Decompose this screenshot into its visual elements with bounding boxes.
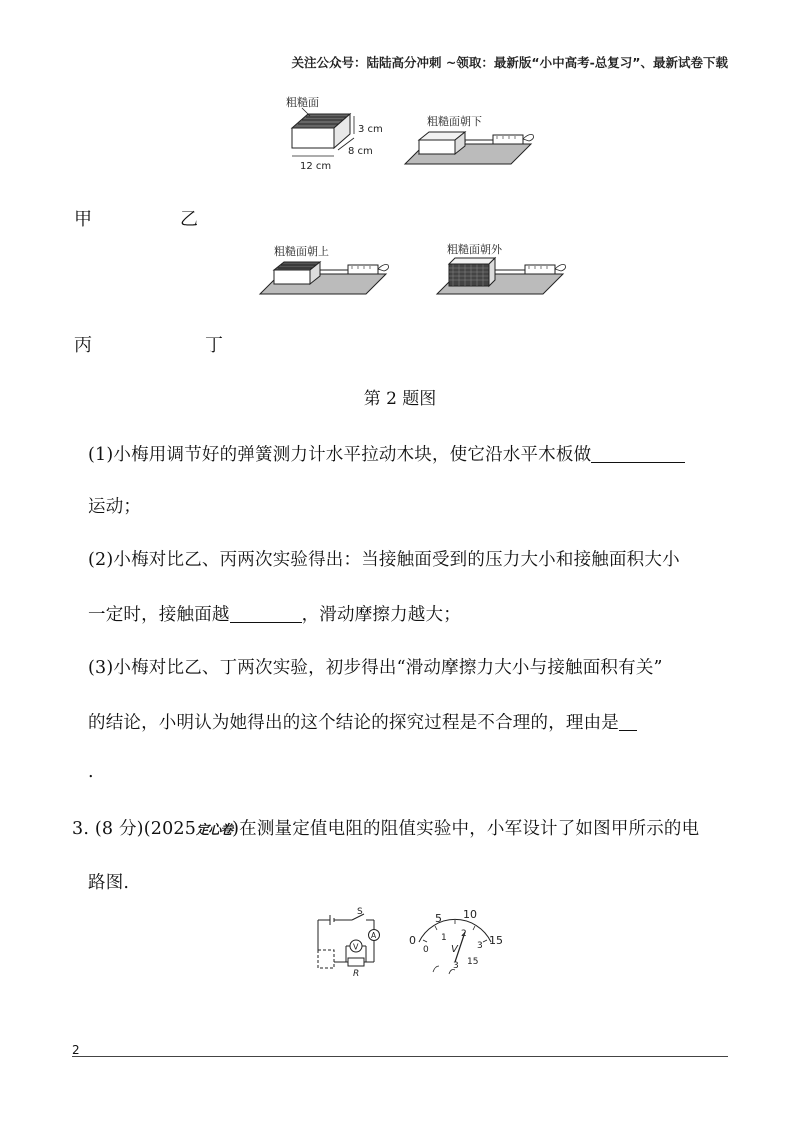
q3-stamp: 定心卷: [196, 823, 233, 838]
q2-part2-line1: (2)小梅对比乙、丙两次实验得出：当接触面受到的压力大小和接触面积大小: [88, 550, 680, 570]
svg-text:10: 10: [463, 908, 477, 921]
q2-part3-line3: .: [88, 762, 94, 782]
figure-jia: [278, 92, 388, 172]
answer-blank-1[interactable]: [591, 444, 685, 463]
yi-surface-label: 粗糙面朝下: [427, 115, 482, 128]
svg-text:0: 0: [423, 945, 429, 955]
svg-text:15: 15: [467, 957, 479, 967]
svg-text:5: 5: [435, 912, 442, 925]
ding-surface-label: 粗糙面朝外: [447, 243, 502, 256]
svg-text:8 cm: 8 cm: [348, 146, 373, 157]
q3-line2: 路图.: [88, 873, 130, 893]
svg-text:3 cm: 3 cm: [358, 124, 383, 135]
bing-surface-label: 粗糙面朝上: [274, 245, 329, 258]
svg-text:3: 3: [477, 941, 483, 951]
figure-ding: [437, 240, 567, 298]
rough-surface-label: 粗糙面: [286, 96, 319, 109]
q2-part3-line2: 的结论，小明认为她得出的这个结论的探究过程是不合理的，理由是: [88, 709, 637, 734]
label-bing: 丙: [74, 335, 92, 356]
svg-text:V: V: [451, 944, 458, 955]
switch-label: S: [357, 907, 363, 917]
answer-blank-2[interactable]: [230, 604, 302, 623]
figure3-circuit: [308, 907, 388, 979]
voltmeter-label: V: [353, 942, 359, 952]
figure3-voltmeter-dial: [405, 908, 505, 978]
figure-yi: [405, 110, 535, 168]
svg-text:15: 15: [489, 934, 503, 947]
svg-text:2: 2: [461, 929, 467, 939]
svg-text:12 cm: 12 cm: [300, 161, 332, 172]
answer-blank-3[interactable]: [619, 712, 637, 731]
label-ding: 丁: [205, 335, 223, 356]
label-yi: 乙: [180, 209, 198, 230]
svg-text:0: 0: [409, 934, 416, 947]
ammeter-label: A: [371, 931, 377, 940]
q2-part1-line2: 运动；: [88, 497, 142, 517]
q2-part3-line1: (3)小梅对比乙、丁两次实验，初步得出“滑动摩擦力大小与接触面积有关”: [88, 658, 663, 678]
footer-rule: [72, 1056, 728, 1057]
svg-text:1: 1: [441, 933, 447, 943]
page-header: 关注公众号：陆陆高分冲刺 ~领取：最新版“小中高考-总复习”、最新试卷下载: [291, 55, 728, 70]
label-jia: 甲: [74, 209, 92, 230]
q2-part2-line2: 一定时，接触面越 ，滑动摩擦力越大；: [88, 605, 461, 625]
figure2-caption: 第 2 题图: [363, 389, 437, 409]
svg-text:3: 3: [453, 961, 459, 971]
figure-bing: [260, 240, 390, 298]
q2-part1-line1: (1)小梅用调节好的弹簧测力计水平拉动木块，使它沿水平木板做: [88, 441, 685, 466]
q3-line1: 3. (8 分)(2025定心卷)在测量定值电阻的阻值实验中，小军设计了如图甲所示的电: [72, 819, 700, 839]
page-number: 2: [72, 1043, 80, 1057]
resistor-label: R: [353, 969, 360, 979]
